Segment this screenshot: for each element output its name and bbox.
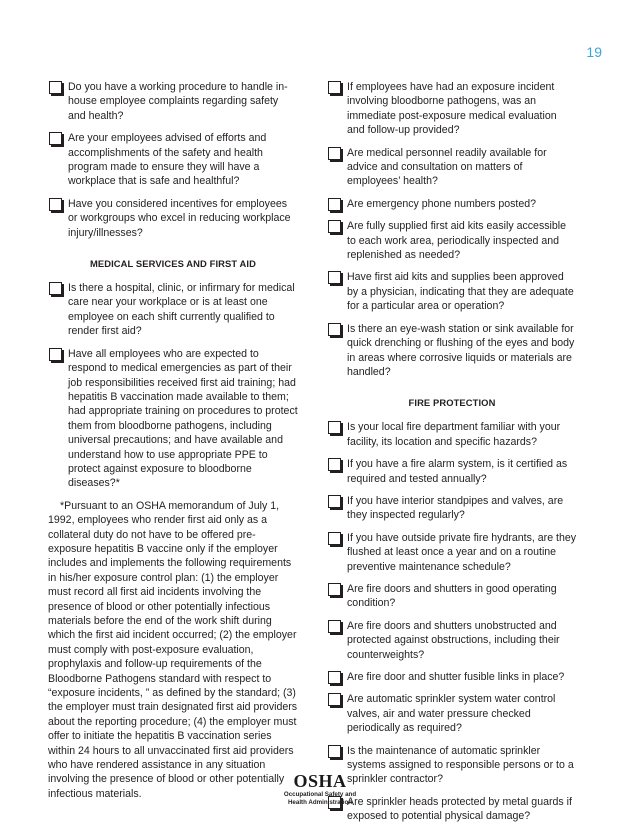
right-fire-items: [327, 420, 577, 823]
checklist-item: [327, 146, 577, 189]
item-text: Have you considered incentives for employees or workgroups who excel in reducing workplace injury/illnesses?: [68, 197, 291, 239]
checklist-item: [48, 197, 298, 240]
checklist-item: [327, 457, 577, 486]
checkbox[interactable]: [49, 282, 62, 295]
checklist-item: [48, 80, 298, 123]
item-text: Is your local fire department familiar with your facility, its location and specific hazards?: [347, 421, 561, 448]
checklist-item: [48, 347, 298, 491]
checklist-item: [327, 670, 577, 684]
item-text: Are fire door and shutter fusible links in place?: [347, 671, 565, 683]
item-text: Have all employees who are expected to respond to medical emergencies as part of their job responsibilities received first aid training; had hepatitis B vaccination made available to them; had appropriate training on procedures to protect them from bloodborne pathogens, including universal precautions; and have available and understand how to use appropriate PPE to protect against exposure to bloodborne diseases?*: [68, 347, 298, 490]
item-text: Have first aid kits and supplies been approved by a physician, indicating that they are adequate for a particular area or operation?: [347, 271, 574, 313]
checklist-item: [327, 531, 577, 574]
osha-logo-mark: OSHA: [293, 771, 347, 791]
right-column: [327, 80, 577, 832]
checklist-item: [327, 619, 577, 662]
item-text: Are fire doors and shutters in good operating condition?: [347, 582, 557, 610]
checkbox[interactable]: [328, 147, 341, 160]
checkbox[interactable]: [328, 671, 341, 684]
item-text: Are fully supplied first aid kits easily accessible to each work area, periodically inspected and replenished as needed?: [347, 220, 567, 262]
checkbox[interactable]: [328, 220, 341, 233]
left-top-items: [48, 80, 298, 240]
item-text: Are emergency phone numbers posted?: [347, 197, 537, 210]
right-medical-items: [327, 80, 577, 379]
org-name-line2: Health Administration: [287, 798, 353, 806]
checklist-item: [327, 270, 577, 313]
item-text: Do you have a working procedure to handle in-house employee complaints regarding safety and health?: [68, 81, 288, 122]
checkbox[interactable]: [328, 323, 341, 336]
left-medical-items: [48, 281, 298, 491]
footnote: *Pursuant to an OSHA memorandum of July 1, 1992, employees who render first aid only as a collateral duty do not have to be offered pre-exposure hepatitis B vaccine only if the employer includes and implements the following requirements in his/her exposure control plan: (1) the employer must record all first aid incidents involving the presence of blood or other potentially infectious materials before the end of the work shift during which the first aid incident occurred; (2) the employer must comply with post-exposure evaluation, prophylaxis and follow-up requirements of the Bloodborne Pathogens standard with respect to “exposure incidents, ” as defined by the standard; (3) the employer must train designated first aid providers about the reporting procedure; (4) the employer must offer to initiate the hepatitis B vaccination series within 24 hours to all unvaccinated first aid providers who have rendered assistance in any situation involving the presence of blood or other potentially infectious materials.: [48, 499, 298, 800]
checklist-item: [327, 582, 577, 611]
item-text: Are your employees advised of efforts and accomplishments of the safety and health program made to ensure they will have a workplace that is safe and healthful?: [68, 132, 267, 188]
checkbox[interactable]: [328, 583, 341, 596]
item-text: Is the maintenance of automatic sprinkler systems assigned to responsible persons or to a sprinkler contractor?: [347, 744, 574, 786]
osha-logo: [272, 771, 368, 806]
section-heading-medical: MEDICAL SERVICES AND FIRST AID: [89, 258, 257, 270]
checkbox[interactable]: [49, 348, 62, 361]
checklist-item: [48, 281, 298, 339]
checkbox[interactable]: [328, 532, 341, 545]
checkbox[interactable]: [49, 132, 62, 145]
checkbox[interactable]: [49, 81, 62, 94]
checklist-item: [327, 494, 577, 523]
item-text: Are fire doors and shutters unobstructed and protected against obstructions, including their counterweights?: [347, 619, 560, 661]
checkbox[interactable]: [328, 620, 341, 633]
checklist-item: [327, 692, 577, 735]
checkbox[interactable]: [328, 745, 341, 758]
checklist-item: [327, 322, 577, 380]
checklist-item: [327, 80, 577, 138]
checklist-item: [327, 197, 577, 211]
checkbox[interactable]: [49, 198, 62, 211]
item-text: Are medical personnel readily available for advice and consultation on matters of employees’ health?: [347, 146, 547, 188]
checkbox[interactable]: [328, 693, 341, 706]
checklist-item: [327, 420, 577, 449]
checkbox[interactable]: [328, 495, 341, 508]
checkbox[interactable]: [328, 458, 341, 471]
checkbox[interactable]: [328, 198, 341, 211]
item-text: Are automatic sprinkler system water control valves, air and water pressure checked periodically as required?: [347, 693, 556, 735]
item-text: Are sprinkler heads protected by metal guards if exposed to potential physical damage?: [347, 795, 572, 823]
section-heading-fire: FIRE PROTECTION: [408, 397, 496, 409]
checkbox[interactable]: [328, 81, 341, 94]
item-text: If you have outside private fire hydrants, are they flushed at least once a year and on a routine preventive maintenance schedule?: [347, 531, 577, 573]
left-column: [48, 80, 298, 801]
checklist-item: [48, 131, 298, 189]
checkbox[interactable]: [328, 271, 341, 284]
checklist-item: [327, 219, 577, 262]
item-text: If you have a fire alarm system, is it certified as required and tested annually?: [347, 458, 568, 485]
item-text: If employees have had an exposure incident involving bloodborne pathogens, was an immediate post-exposure medical evaluation and follow-up provided?: [347, 81, 557, 137]
item-text: Is there a hospital, clinic, or infirmary for medical care near your workplace or is at least one employee on each shift currently qualified to render first aid?: [68, 282, 295, 338]
item-text: Is there an eye-wash station or sink available for quick drenching or flushing of the eyes and body in areas where corrosive liquids or materials are handled?: [347, 322, 575, 378]
checkbox[interactable]: [328, 421, 341, 434]
item-text: If you have interior standpipes and valves, are they inspected regularly?: [347, 494, 564, 522]
org-name-line1: Occupational Safety and: [283, 791, 357, 798]
page-number: 19: [586, 44, 602, 60]
